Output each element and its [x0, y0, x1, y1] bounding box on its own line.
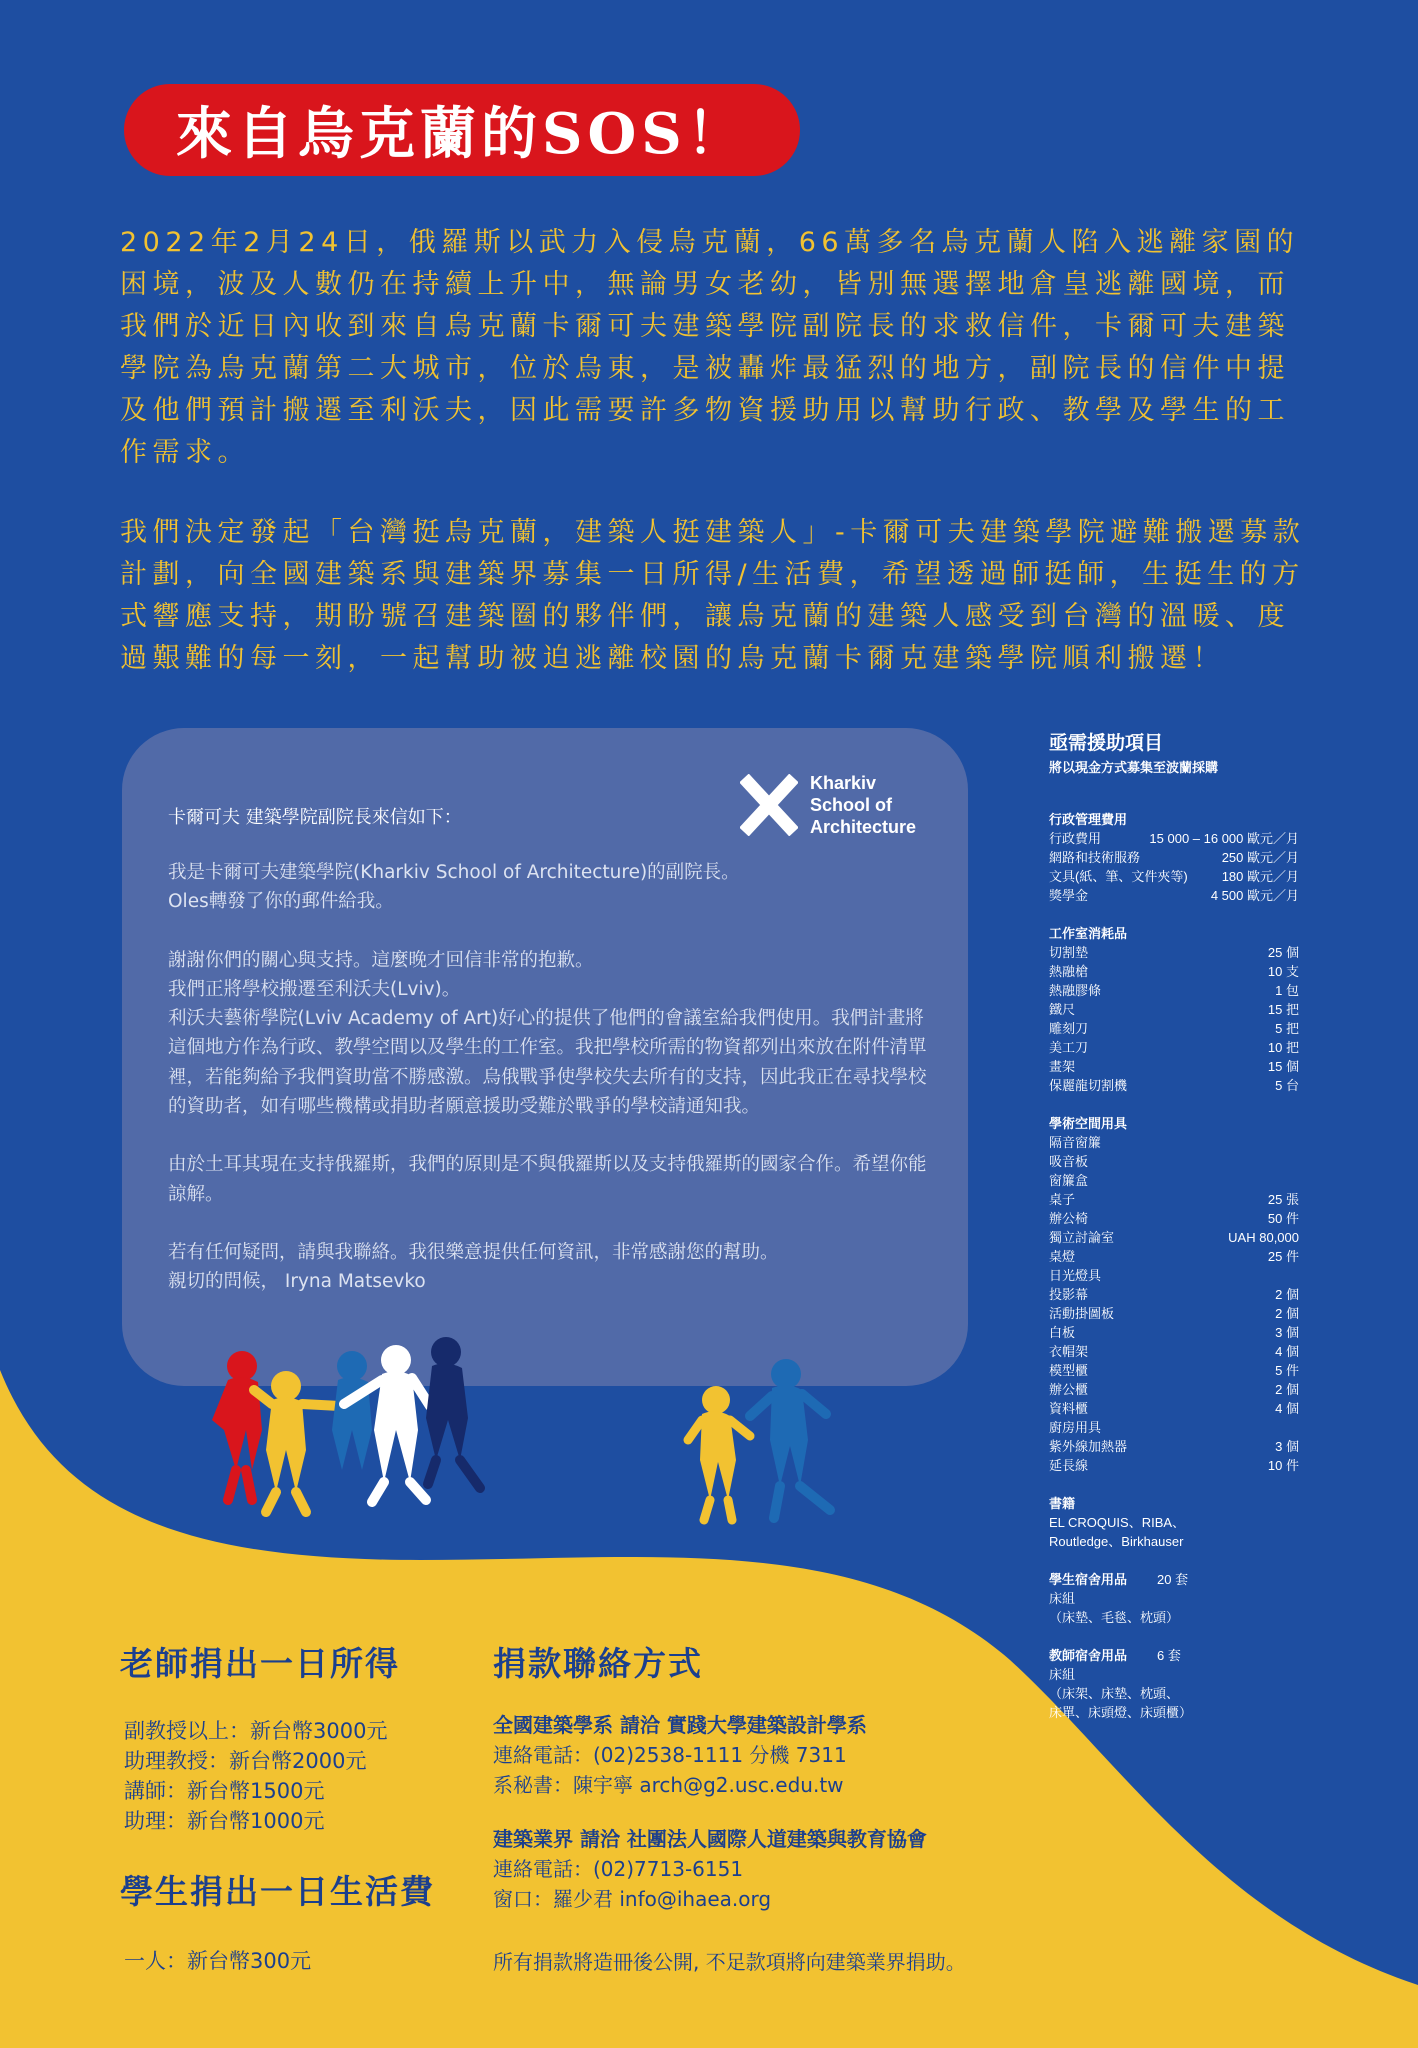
books-line: EL CROQUIS、RIBA、 — [1049, 1515, 1186, 1530]
academic-space-heading: 學術空間用具 — [1049, 1116, 1128, 1131]
intro-paragraph-2: 我們決定發起「台灣挺烏克蘭，建築人挺建築人」-卡爾可夫建築學院避難搬遷募款計劃，向全國建築系與建築界募集一日所得/生活費，希望透過師挺師，生挺生的方式響應支持，期盼號召建築圈的夥伴們，讓烏克蘭的建築人感受到台灣的溫暖、度過艱難的每一刻，一起幫助被迫逃離校園的烏克蘭卡爾克建築學院順利搬遷！ — [120, 517, 1306, 674]
contact-phone: 連絡電話：(02)2538-1111 分機 7311 — [493, 1743, 847, 1767]
student-dorm-section — [1049, 1570, 1299, 1627]
letter-line: Oles轉發了你的郵件給我。 — [168, 891, 394, 913]
dorm-line: 床組 — [1049, 1667, 1076, 1682]
list-item: 雕刻刀 5 把 — [1049, 1021, 1299, 1036]
teacher-dorm-section — [1049, 1646, 1299, 1722]
teachers-heading: 老師捐出一日所得 — [120, 1644, 400, 1683]
letter-line: 由於土耳其現在支持俄羅斯，我們的原則是不與俄羅斯以及支持俄羅斯的國家合作。希望你能諒解。 — [168, 1154, 927, 1205]
list-item: 廚房用具 — [1049, 1420, 1102, 1435]
list-item: 模型櫃 5 件 — [1049, 1363, 1299, 1378]
letter-line: 我是卡爾可夫建築學院(Kharkiv School of Architecture)的副院長。 — [168, 862, 740, 883]
list-item: 桌燈 25 件 — [1049, 1249, 1299, 1264]
logo-line-2: School of — [810, 795, 892, 815]
list-item: 桌子 25 張 — [1049, 1192, 1299, 1207]
letter-line: 我們正將學校搬遷至利沃夫(Lviv)。 — [168, 978, 461, 1000]
logo-line-3: Architecture — [810, 817, 917, 837]
contact-group-schools — [493, 1710, 867, 1800]
admin-costs-section — [1049, 810, 1299, 905]
donation-note: 所有捐款將造冊後公開, 不足款項將向建築業界捐助。 — [493, 1950, 966, 1974]
contact-group-title: 建築業界 請洽 社團法人國際人道建築與教育協會 — [493, 1827, 927, 1851]
letter-signature: 親切的問候， Iryna Matsevko — [168, 1271, 426, 1293]
rate-line: 副教授以上：新台幣3000元 — [124, 1719, 388, 1743]
studio-supplies-section — [1049, 924, 1299, 1095]
list-item: 文具(紙、筆、文件夾等) 180 歐元／月 — [1049, 869, 1299, 884]
contact-heading: 捐款聯絡方式 — [493, 1644, 703, 1683]
teacher-dorm-heading: 教師宿舍用品 6 套 — [1049, 1648, 1181, 1663]
list-item: 美工刀 10 把 — [1049, 1040, 1299, 1055]
list-item: 切割墊 25 個 — [1049, 945, 1299, 960]
academic-space-section — [1049, 1114, 1299, 1475]
list-item: 窗簾盒 — [1049, 1173, 1089, 1188]
list-item: 獎學金 4 500 歐元／月 — [1049, 888, 1299, 903]
list-item: 熱融膠條 1 包 — [1049, 983, 1299, 998]
books-heading: 書籍 — [1049, 1496, 1076, 1511]
list-item: 衣帽架 4 個 — [1049, 1344, 1299, 1359]
logo-line-1: Kharkiv — [810, 773, 877, 793]
needs-subtitle: 將以現金方式募集至波蘭採購 — [1049, 760, 1219, 775]
dorm-line: 床組 — [1049, 1591, 1076, 1606]
rate-line: 講師：新台幣1500元 — [124, 1779, 325, 1803]
admin-costs-heading: 行政管理費用 — [1049, 812, 1128, 827]
dorm-line: （床架、床墊、枕頭、 — [1049, 1686, 1180, 1701]
child-figure-navy — [426, 1337, 480, 1488]
dorm-line: 床單、床頭燈、床頭櫃） — [1049, 1705, 1193, 1720]
contact-group-title: 全國建築學系 請洽 實踐大學建築設計學系 — [493, 1713, 867, 1737]
page-title: 來自烏克蘭的SOS！ — [176, 101, 748, 167]
books-section — [1049, 1494, 1299, 1551]
books-line: Routledge、Birkhauser — [1049, 1534, 1184, 1549]
letter-line: 謝謝你們的關心與支持。這麼晚才回信非常的抱歉。 — [168, 949, 594, 971]
child-figure-mid-blue — [332, 1351, 372, 1470]
list-item: 網路和技術服務 250 歐元／月 — [1049, 850, 1299, 865]
student-dorm-heading: 學生宿舍用品 20 套 — [1049, 1572, 1189, 1587]
child-figure-blue-right — [750, 1359, 830, 1518]
child-figure-yellow-right — [688, 1386, 750, 1520]
contact-group-industry — [493, 1824, 927, 1914]
list-item: 獨立討論室 UAH 80,000 — [1049, 1230, 1299, 1245]
rate-line: 助理：新台幣1000元 — [124, 1809, 325, 1833]
contact-person: 系秘書：陳宇寧 arch@g2.usc.edu.tw — [493, 1773, 844, 1797]
contact-phone: 連絡電話：(02)7713-6151 — [493, 1857, 744, 1881]
contact-person: 窗口：羅少君 info@ihaea.org — [493, 1887, 772, 1911]
list-item: 辦公櫃 2 個 — [1049, 1382, 1299, 1397]
student-rate: 一人：新台幣300元 — [124, 1949, 312, 1973]
list-item: 投影幕 2 個 — [1049, 1287, 1299, 1302]
studio-supplies-heading: 工作室消耗品 — [1049, 926, 1128, 941]
list-item: 資料櫃 4 個 — [1049, 1401, 1299, 1416]
letter-line: 若有任何疑問，請與我聯絡。我很樂意提供任何資訊，非常感謝您的幫助。 — [168, 1241, 779, 1263]
list-item: 延長線 10 件 — [1049, 1458, 1299, 1473]
list-item: 保麗龍切割機 5 台 — [1049, 1078, 1299, 1093]
list-item: 紫外線加熱器 3 個 — [1049, 1439, 1299, 1454]
list-item: 辦公椅 50 件 — [1049, 1211, 1299, 1226]
list-item: 行政費用 15 000 – 16 000 歐元／月 — [1049, 831, 1299, 846]
students-heading: 學生捐出一日生活費 — [120, 1872, 435, 1911]
child-figure-yellow — [254, 1371, 340, 1512]
list-item: 鐵尺 15 把 — [1049, 1002, 1299, 1017]
letter-title: 卡爾可夫 建築學院副院長來信如下： — [168, 807, 462, 828]
list-item: 活動掛圖板 2 個 — [1049, 1306, 1299, 1321]
list-item: 熱融槍 10 支 — [1049, 964, 1299, 979]
letter-line: 利沃夫藝術學院(Lviv Academy of Art)好心的提供了他們的會議室給我們使用。我們計畫將這個地方作為行政、教學空間以及學生的工作室。我把學校所需的物資都列出來放在附件清單裡，若能夠給予我們資助當不勝感激。烏俄戰爭使學校失去所有的支持，因此我正在尋找學校的資助者，如有哪些機構或捐助者願意援助受難於戰爭的學校請通知我。 — [168, 1008, 927, 1118]
rate-line: 助理教授：新台幣2000元 — [124, 1749, 367, 1773]
list-item: 吸音板 — [1049, 1154, 1089, 1169]
list-item: 白板 3 個 — [1049, 1325, 1299, 1340]
list-item: 隔音窗簾 — [1049, 1135, 1102, 1150]
child-figure-red — [212, 1351, 262, 1500]
list-item: 日光燈具 — [1049, 1268, 1102, 1283]
teacher-rates — [124, 1716, 387, 1836]
list-item: 畫架 15 個 — [1049, 1059, 1299, 1074]
dorm-line: （床墊、毛毯、枕頭） — [1049, 1610, 1180, 1625]
intro-paragraph-1: 2022年2月24日，俄羅斯以武力入侵烏克蘭，66萬多名烏克蘭人陷入逃離家園的困境，波及人數仍在持續上升中，無論男女老幼，皆別無選擇地倉皇逃離國境，而我們於近日內收到來自烏克蘭卡爾可夫建築學院副院長的求救信件，卡爾可夫建築學院為烏克蘭第二大城市，位於烏東，是被轟炸最猛烈的地方，副院長的信件中提及他們預計搬遷至利沃夫，因此需要許多物資援助用以幫助行政、教學及學生的工作需求。 — [120, 227, 1300, 468]
needs-title: 亟需援助項目 — [1049, 733, 1164, 754]
needs-list — [1049, 728, 1299, 1722]
